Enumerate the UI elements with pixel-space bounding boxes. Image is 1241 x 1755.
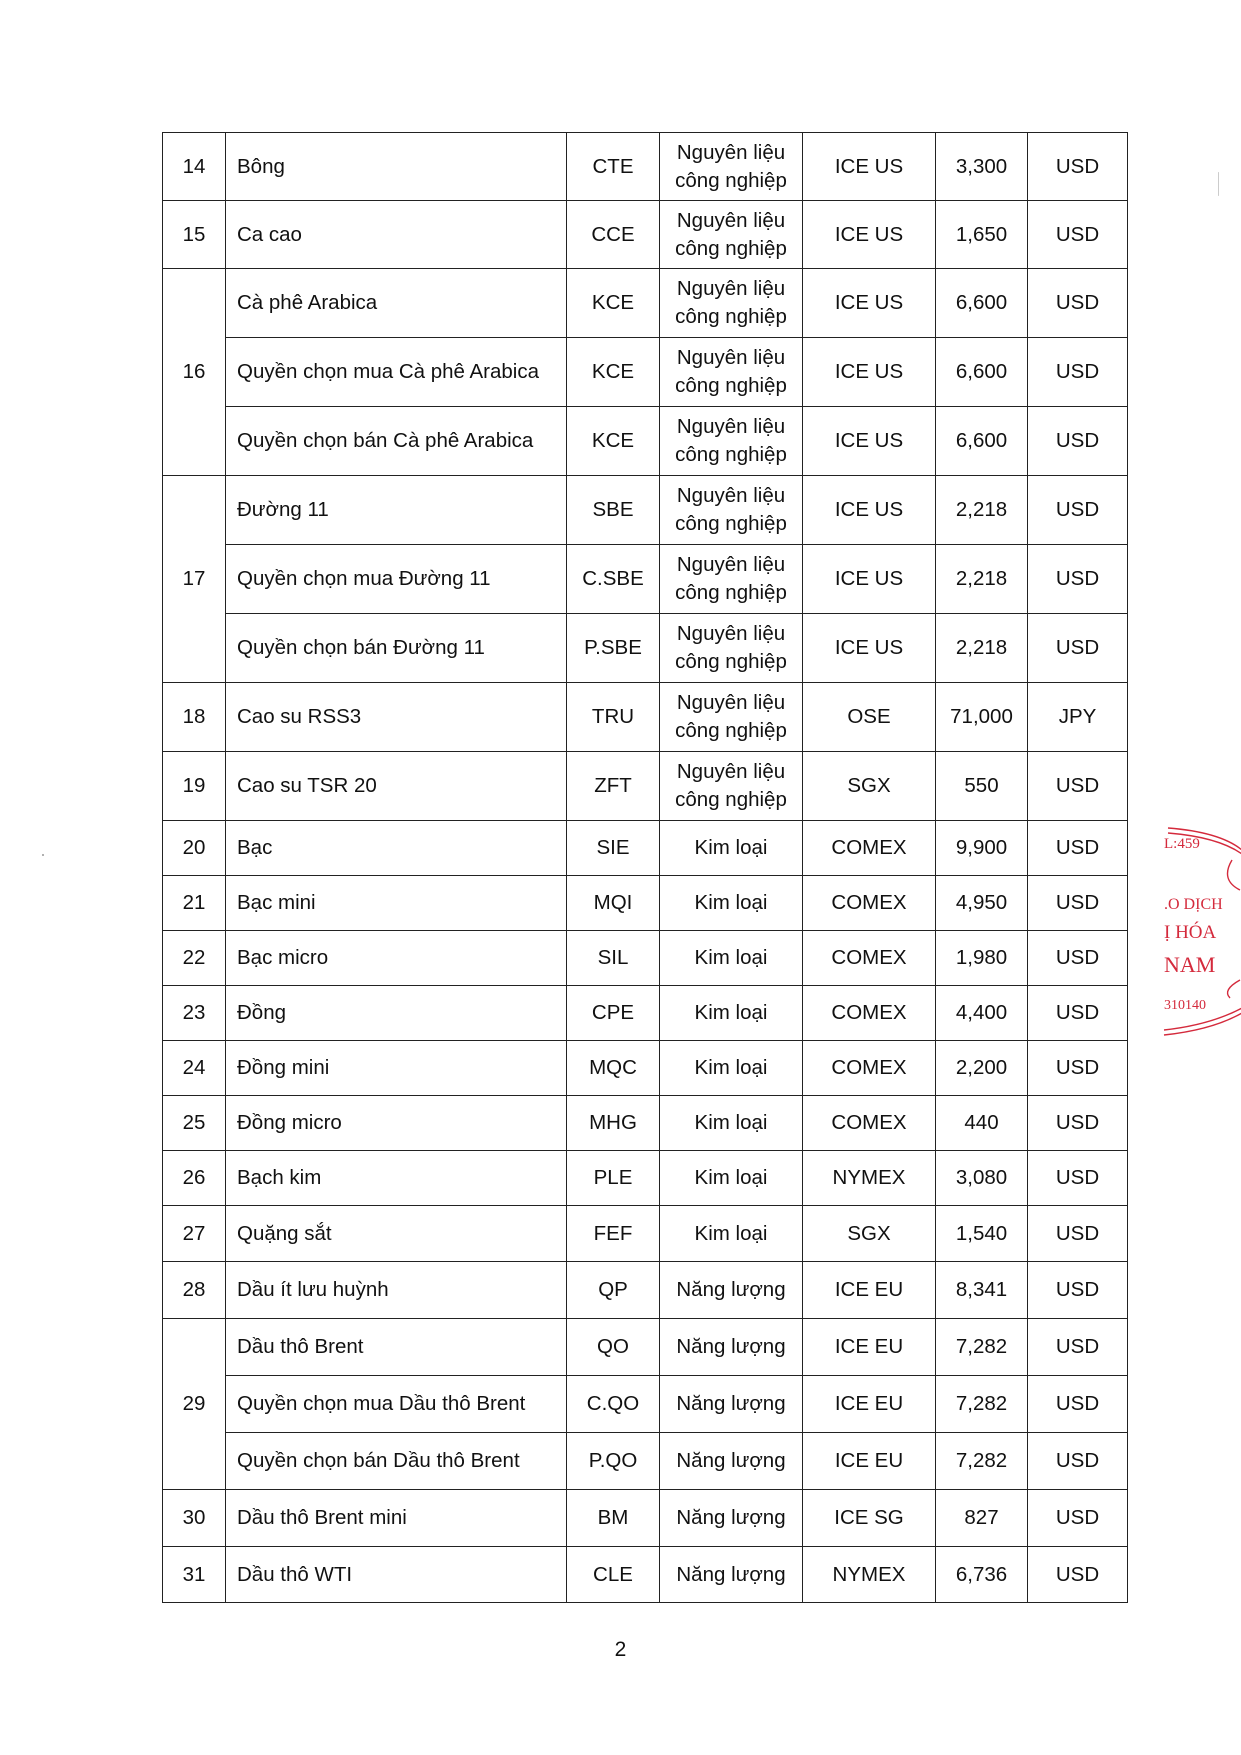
stamp-line: 310140 <box>1164 998 1206 1013</box>
red-seal-stamp <box>1160 820 1241 1040</box>
currency-cell: USD <box>1028 1547 1128 1603</box>
commodity-name-cell: Quyền chọn bán Đường 11 <box>226 614 567 683</box>
table-row <box>163 986 1128 1041</box>
code-cell: KCE <box>567 407 660 476</box>
commodity-name-cell: Đồng mini <box>226 1041 567 1096</box>
row-number-cell: 23 <box>163 986 226 1041</box>
row-number-cell: 24 <box>163 1041 226 1096</box>
exchange-cell: NYMEX <box>803 1151 936 1206</box>
amount-cell: 4,950 <box>936 876 1028 931</box>
exchange-cell: ICE SG <box>803 1490 936 1547</box>
commodity-name-cell: Bạc <box>226 821 567 876</box>
row-number-cell: 20 <box>163 821 226 876</box>
amount-cell: 3,300 <box>936 133 1028 201</box>
amount-cell: 7,282 <box>936 1433 1028 1490</box>
commodity-name-cell: Đồng micro <box>226 1096 567 1151</box>
exchange-cell: ICE US <box>803 476 936 545</box>
type-cell: Năng lượng <box>660 1490 803 1547</box>
code-cell: PLE <box>567 1151 660 1206</box>
row-number-cell: 28 <box>163 1262 226 1319</box>
commodity-name-cell: Quặng sắt <box>226 1206 567 1262</box>
type-cell: Nguyên liệu công nghiệp <box>660 752 803 821</box>
commodity-name-cell: Bạch kim <box>226 1151 567 1206</box>
currency-cell: USD <box>1028 1206 1128 1262</box>
commodity-name-cell: Cao su TSR 20 <box>226 752 567 821</box>
currency-cell: USD <box>1028 1041 1128 1096</box>
code-cell: ZFT <box>567 752 660 821</box>
row-number-cell: 19 <box>163 752 226 821</box>
amount-cell: 4,400 <box>936 986 1028 1041</box>
currency-cell: JPY <box>1028 683 1128 752</box>
table-row <box>163 1490 1128 1547</box>
scan-mark <box>1218 172 1219 196</box>
code-cell: CCE <box>567 201 660 269</box>
type-cell: Năng lượng <box>660 1319 803 1376</box>
table-row <box>163 1262 1128 1319</box>
table-row <box>163 1376 1128 1433</box>
exchange-cell: COMEX <box>803 986 936 1041</box>
amount-cell: 6,600 <box>936 269 1028 338</box>
code-cell: SIE <box>567 821 660 876</box>
row-number-cell: 18 <box>163 683 226 752</box>
currency-cell: USD <box>1028 752 1128 821</box>
type-cell: Kim loại <box>660 821 803 876</box>
row-number-cell: 17 <box>163 476 226 683</box>
table-row <box>163 407 1128 476</box>
amount-cell: 2,218 <box>936 545 1028 614</box>
type-cell: Nguyên liệu công nghiệp <box>660 407 803 476</box>
table-row <box>163 133 1128 201</box>
currency-cell: USD <box>1028 476 1128 545</box>
commodity-name-cell: Dầu thô Brent mini <box>226 1490 567 1547</box>
amount-cell: 440 <box>936 1096 1028 1151</box>
type-cell: Nguyên liệu công nghiệp <box>660 133 803 201</box>
code-cell: C.QO <box>567 1376 660 1433</box>
commodity-name-cell: Ca cao <box>226 201 567 269</box>
commodity-name-cell: Quyền chọn bán Dầu thô Brent <box>226 1433 567 1490</box>
commodity-table <box>162 132 1128 1603</box>
commodity-name-cell: Quyền chọn mua Dầu thô Brent <box>226 1376 567 1433</box>
currency-cell: USD <box>1028 133 1128 201</box>
amount-cell: 3,080 <box>936 1151 1028 1206</box>
commodity-name-cell: Bạc mini <box>226 876 567 931</box>
code-cell: MQI <box>567 876 660 931</box>
type-cell: Kim loại <box>660 1151 803 1206</box>
table-row <box>163 338 1128 407</box>
row-number-cell: 31 <box>163 1547 226 1603</box>
currency-cell: USD <box>1028 1151 1128 1206</box>
code-cell: KCE <box>567 269 660 338</box>
amount-cell: 1,540 <box>936 1206 1028 1262</box>
commodity-name-cell: Dầu thô Brent <box>226 1319 567 1376</box>
commodity-name-cell: Quyền chọn mua Đường 11 <box>226 545 567 614</box>
type-cell: Nguyên liệu công nghiệp <box>660 476 803 545</box>
row-number-cell: 22 <box>163 931 226 986</box>
type-cell: Kim loại <box>660 986 803 1041</box>
row-number-cell: 21 <box>163 876 226 931</box>
type-cell: Năng lượng <box>660 1547 803 1603</box>
code-cell: QP <box>567 1262 660 1319</box>
exchange-cell: ICE EU <box>803 1433 936 1490</box>
amount-cell: 7,282 <box>936 1376 1028 1433</box>
code-cell: MHG <box>567 1096 660 1151</box>
commodity-name-cell: Bông <box>226 133 567 201</box>
code-cell: CLE <box>567 1547 660 1603</box>
exchange-cell: ICE EU <box>803 1376 936 1433</box>
amount-cell: 2,218 <box>936 614 1028 683</box>
exchange-cell: ICE EU <box>803 1262 936 1319</box>
table-row <box>163 1151 1128 1206</box>
currency-cell: USD <box>1028 614 1128 683</box>
commodity-name-cell: Quyền chọn bán Cà phê Arabica <box>226 407 567 476</box>
currency-cell: USD <box>1028 545 1128 614</box>
table-row <box>163 683 1128 752</box>
row-number-cell: 14 <box>163 133 226 201</box>
amount-cell: 9,900 <box>936 821 1028 876</box>
table-row <box>163 752 1128 821</box>
row-number-cell: 29 <box>163 1319 226 1490</box>
currency-cell: USD <box>1028 876 1128 931</box>
table-row <box>163 269 1128 338</box>
type-cell: Nguyên liệu công nghiệp <box>660 614 803 683</box>
amount-cell: 6,600 <box>936 338 1028 407</box>
code-cell: P.SBE <box>567 614 660 683</box>
type-cell: Nguyên liệu công nghiệp <box>660 545 803 614</box>
code-cell: P.QO <box>567 1433 660 1490</box>
table-row <box>163 1433 1128 1490</box>
exchange-cell: COMEX <box>803 876 936 931</box>
row-number-cell: 15 <box>163 201 226 269</box>
exchange-cell: COMEX <box>803 931 936 986</box>
table-row <box>163 1206 1128 1262</box>
exchange-cell: COMEX <box>803 1041 936 1096</box>
commodity-name-cell: Đồng <box>226 986 567 1041</box>
exchange-cell: ICE US <box>803 269 936 338</box>
exchange-cell: ICE US <box>803 338 936 407</box>
type-cell: Nguyên liệu công nghiệp <box>660 338 803 407</box>
currency-cell: USD <box>1028 1376 1128 1433</box>
table-row <box>163 614 1128 683</box>
type-cell: Kim loại <box>660 1096 803 1151</box>
type-cell: Nguyên liệu công nghiệp <box>660 201 803 269</box>
scan-speck <box>42 854 44 856</box>
amount-cell: 827 <box>936 1490 1028 1547</box>
table-body <box>163 133 1128 1603</box>
amount-cell: 71,000 <box>936 683 1028 752</box>
exchange-cell: OSE <box>803 683 936 752</box>
table-row <box>163 1319 1128 1376</box>
table-row <box>163 876 1128 931</box>
currency-cell: USD <box>1028 986 1128 1041</box>
type-cell: Nguyên liệu công nghiệp <box>660 269 803 338</box>
table-row <box>163 1041 1128 1096</box>
table-row <box>163 1547 1128 1603</box>
exchange-cell: ICE US <box>803 201 936 269</box>
stamp-line: .O DỊCH <box>1164 896 1223 913</box>
currency-cell: USD <box>1028 931 1128 986</box>
amount-cell: 8,341 <box>936 1262 1028 1319</box>
exchange-cell: SGX <box>803 752 936 821</box>
code-cell: BM <box>567 1490 660 1547</box>
table-row <box>163 931 1128 986</box>
exchange-cell: SGX <box>803 1206 936 1262</box>
exchange-cell: COMEX <box>803 821 936 876</box>
commodity-name-cell: Bạc micro <box>226 931 567 986</box>
table-row <box>163 1096 1128 1151</box>
code-cell: FEF <box>567 1206 660 1262</box>
table-row <box>163 545 1128 614</box>
code-cell: CPE <box>567 986 660 1041</box>
currency-cell: USD <box>1028 1262 1128 1319</box>
exchange-cell: NYMEX <box>803 1547 936 1603</box>
code-cell: C.SBE <box>567 545 660 614</box>
currency-cell: USD <box>1028 1096 1128 1151</box>
currency-cell: USD <box>1028 1319 1128 1376</box>
exchange-cell: ICE US <box>803 614 936 683</box>
exchange-cell: ICE EU <box>803 1319 936 1376</box>
code-cell: QO <box>567 1319 660 1376</box>
code-cell: KCE <box>567 338 660 407</box>
table-row <box>163 476 1128 545</box>
amount-cell: 1,650 <box>936 201 1028 269</box>
exchange-cell: COMEX <box>803 1096 936 1151</box>
code-cell: CTE <box>567 133 660 201</box>
exchange-cell: ICE US <box>803 545 936 614</box>
type-cell: Kim loại <box>660 1041 803 1096</box>
code-cell: SIL <box>567 931 660 986</box>
stamp-line: NAM <box>1164 952 1216 977</box>
stamp-line: Ị HÓA <box>1164 922 1217 943</box>
type-cell: Năng lượng <box>660 1433 803 1490</box>
row-number-cell: 25 <box>163 1096 226 1151</box>
table-row <box>163 201 1128 269</box>
page-number: 2 <box>614 1638 627 1661</box>
amount-cell: 6,736 <box>936 1547 1028 1603</box>
amount-cell: 1,980 <box>936 931 1028 986</box>
amount-cell: 6,600 <box>936 407 1028 476</box>
row-number-cell: 16 <box>163 269 226 476</box>
row-number-cell: 27 <box>163 1206 226 1262</box>
type-cell: Kim loại <box>660 1206 803 1262</box>
amount-cell: 2,200 <box>936 1041 1028 1096</box>
amount-cell: 550 <box>936 752 1028 821</box>
exchange-cell: ICE US <box>803 133 936 201</box>
currency-cell: USD <box>1028 201 1128 269</box>
currency-cell: USD <box>1028 1490 1128 1547</box>
row-number-cell: 30 <box>163 1490 226 1547</box>
currency-cell: USD <box>1028 407 1128 476</box>
stamp-line: L:459 <box>1164 836 1200 852</box>
commodity-name-cell: Dầu thô WTI <box>226 1547 567 1603</box>
type-cell: Nguyên liệu công nghiệp <box>660 683 803 752</box>
currency-cell: USD <box>1028 269 1128 338</box>
exchange-cell: ICE US <box>803 407 936 476</box>
code-cell: TRU <box>567 683 660 752</box>
commodity-name-cell: Dầu ít lưu huỳnh <box>226 1262 567 1319</box>
code-cell: MQC <box>567 1041 660 1096</box>
code-cell: SBE <box>567 476 660 545</box>
amount-cell: 2,218 <box>936 476 1028 545</box>
table-row <box>163 821 1128 876</box>
type-cell: Kim loại <box>660 876 803 931</box>
commodity-name-cell: Đường 11 <box>226 476 567 545</box>
type-cell: Năng lượng <box>660 1262 803 1319</box>
currency-cell: USD <box>1028 1433 1128 1490</box>
currency-cell: USD <box>1028 821 1128 876</box>
currency-cell: USD <box>1028 338 1128 407</box>
row-number-cell: 26 <box>163 1151 226 1206</box>
commodity-name-cell: Cao su RSS3 <box>226 683 567 752</box>
amount-cell: 7,282 <box>936 1319 1028 1376</box>
commodity-name-cell: Quyền chọn mua Cà phê Arabica <box>226 338 567 407</box>
commodity-name-cell: Cà phê Arabica <box>226 269 567 338</box>
type-cell: Kim loại <box>660 931 803 986</box>
type-cell: Năng lượng <box>660 1376 803 1433</box>
